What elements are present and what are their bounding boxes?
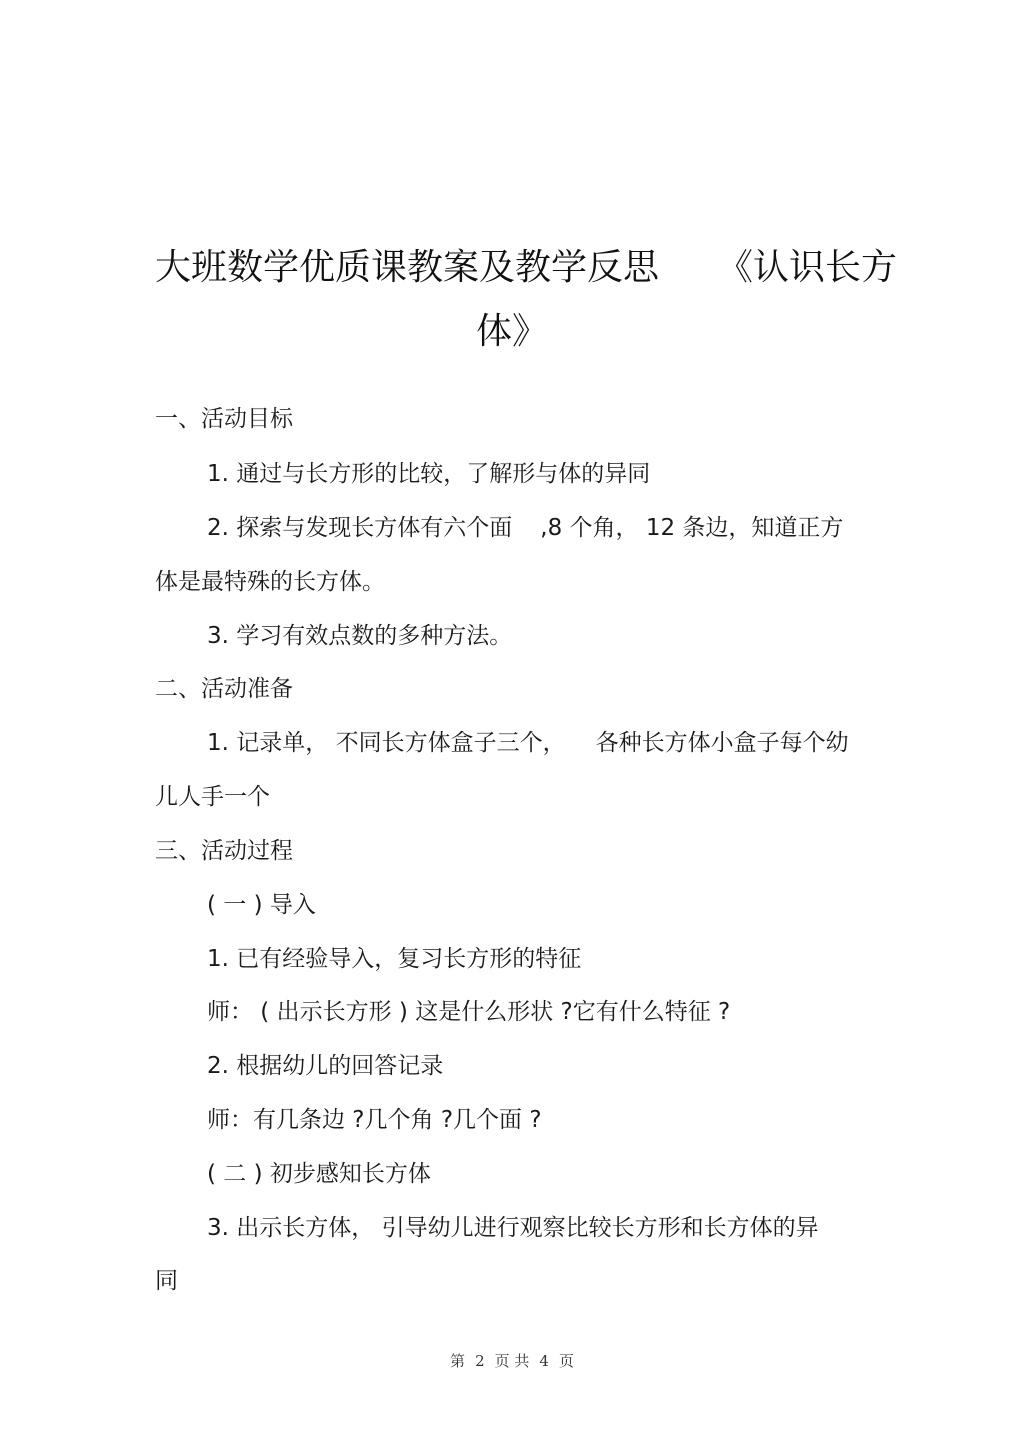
teacher-dialogue-2: 师：有几条边 ?几个角 ?几个面 ? — [207, 1107, 542, 1133]
footer-mid: 页 共 — [494, 1352, 530, 1370]
section-heading-goals: 一、活动目标 — [155, 406, 293, 432]
teacher-dialogue-1: 师： ( 出示长方形 ) 这是什么形状 ?它有什么特征 ? — [207, 999, 731, 1025]
process-subheading-2: ( 二 ) 初步感知长方体 — [207, 1161, 431, 1187]
goal-item-2-continued: 体是最特殊的长方体。 — [155, 569, 385, 595]
section-heading-process: 三、活动过程 — [155, 838, 293, 864]
process-item-1: 1. 已有经验导入，复习长方形的特征 — [207, 946, 582, 972]
document-title-line2: 体》 — [475, 311, 548, 352]
process-item-3-continued: 同 — [155, 1268, 178, 1294]
goal-item-2-part-b: ,8 个角， 12 条边，知道正方 — [540, 515, 844, 541]
title-book-name-start: 《认识长方 — [717, 247, 898, 288]
page-footer — [0, 1350, 1024, 1371]
footer-suffix: 页 — [558, 1352, 574, 1370]
footer-prefix: 第 — [450, 1352, 466, 1370]
process-item-2: 2. 根据幼儿的回答记录 — [207, 1053, 444, 1079]
prep-item-1-part-a: 1. 记录单， 不同长方体盒子三个， — [207, 730, 566, 756]
title-main-text: 大班数学优质课教案及教学反思 — [155, 247, 660, 288]
goal-item-2-part-a: 2. 探索与发现长方体有六个面 — [207, 515, 513, 541]
section-heading-preparation: 二、活动准备 — [155, 676, 293, 702]
goal-item-1: 1. 通过与长方形的比较，了解形与体的异同 — [207, 461, 651, 487]
process-item-3: 3. 出示长方体， 引导幼儿进行观察比较长方形和长方体的异 — [207, 1215, 819, 1241]
footer-current-page: 2 — [475, 1352, 485, 1370]
prep-item-1 — [207, 732, 849, 755]
prep-item-1-continued: 儿人手一个 — [155, 784, 270, 810]
goal-item-3: 3. 学习有效点数的多种方法。 — [207, 623, 513, 649]
prep-item-1-part-b: 各种长方体小盒子每个幼 — [595, 730, 849, 756]
footer-total-pages: 4 — [539, 1352, 549, 1370]
process-subheading-1: ( 一 ) 导入 — [207, 892, 316, 918]
goal-item-2 — [207, 517, 843, 540]
document-title-line1 — [155, 247, 898, 288]
